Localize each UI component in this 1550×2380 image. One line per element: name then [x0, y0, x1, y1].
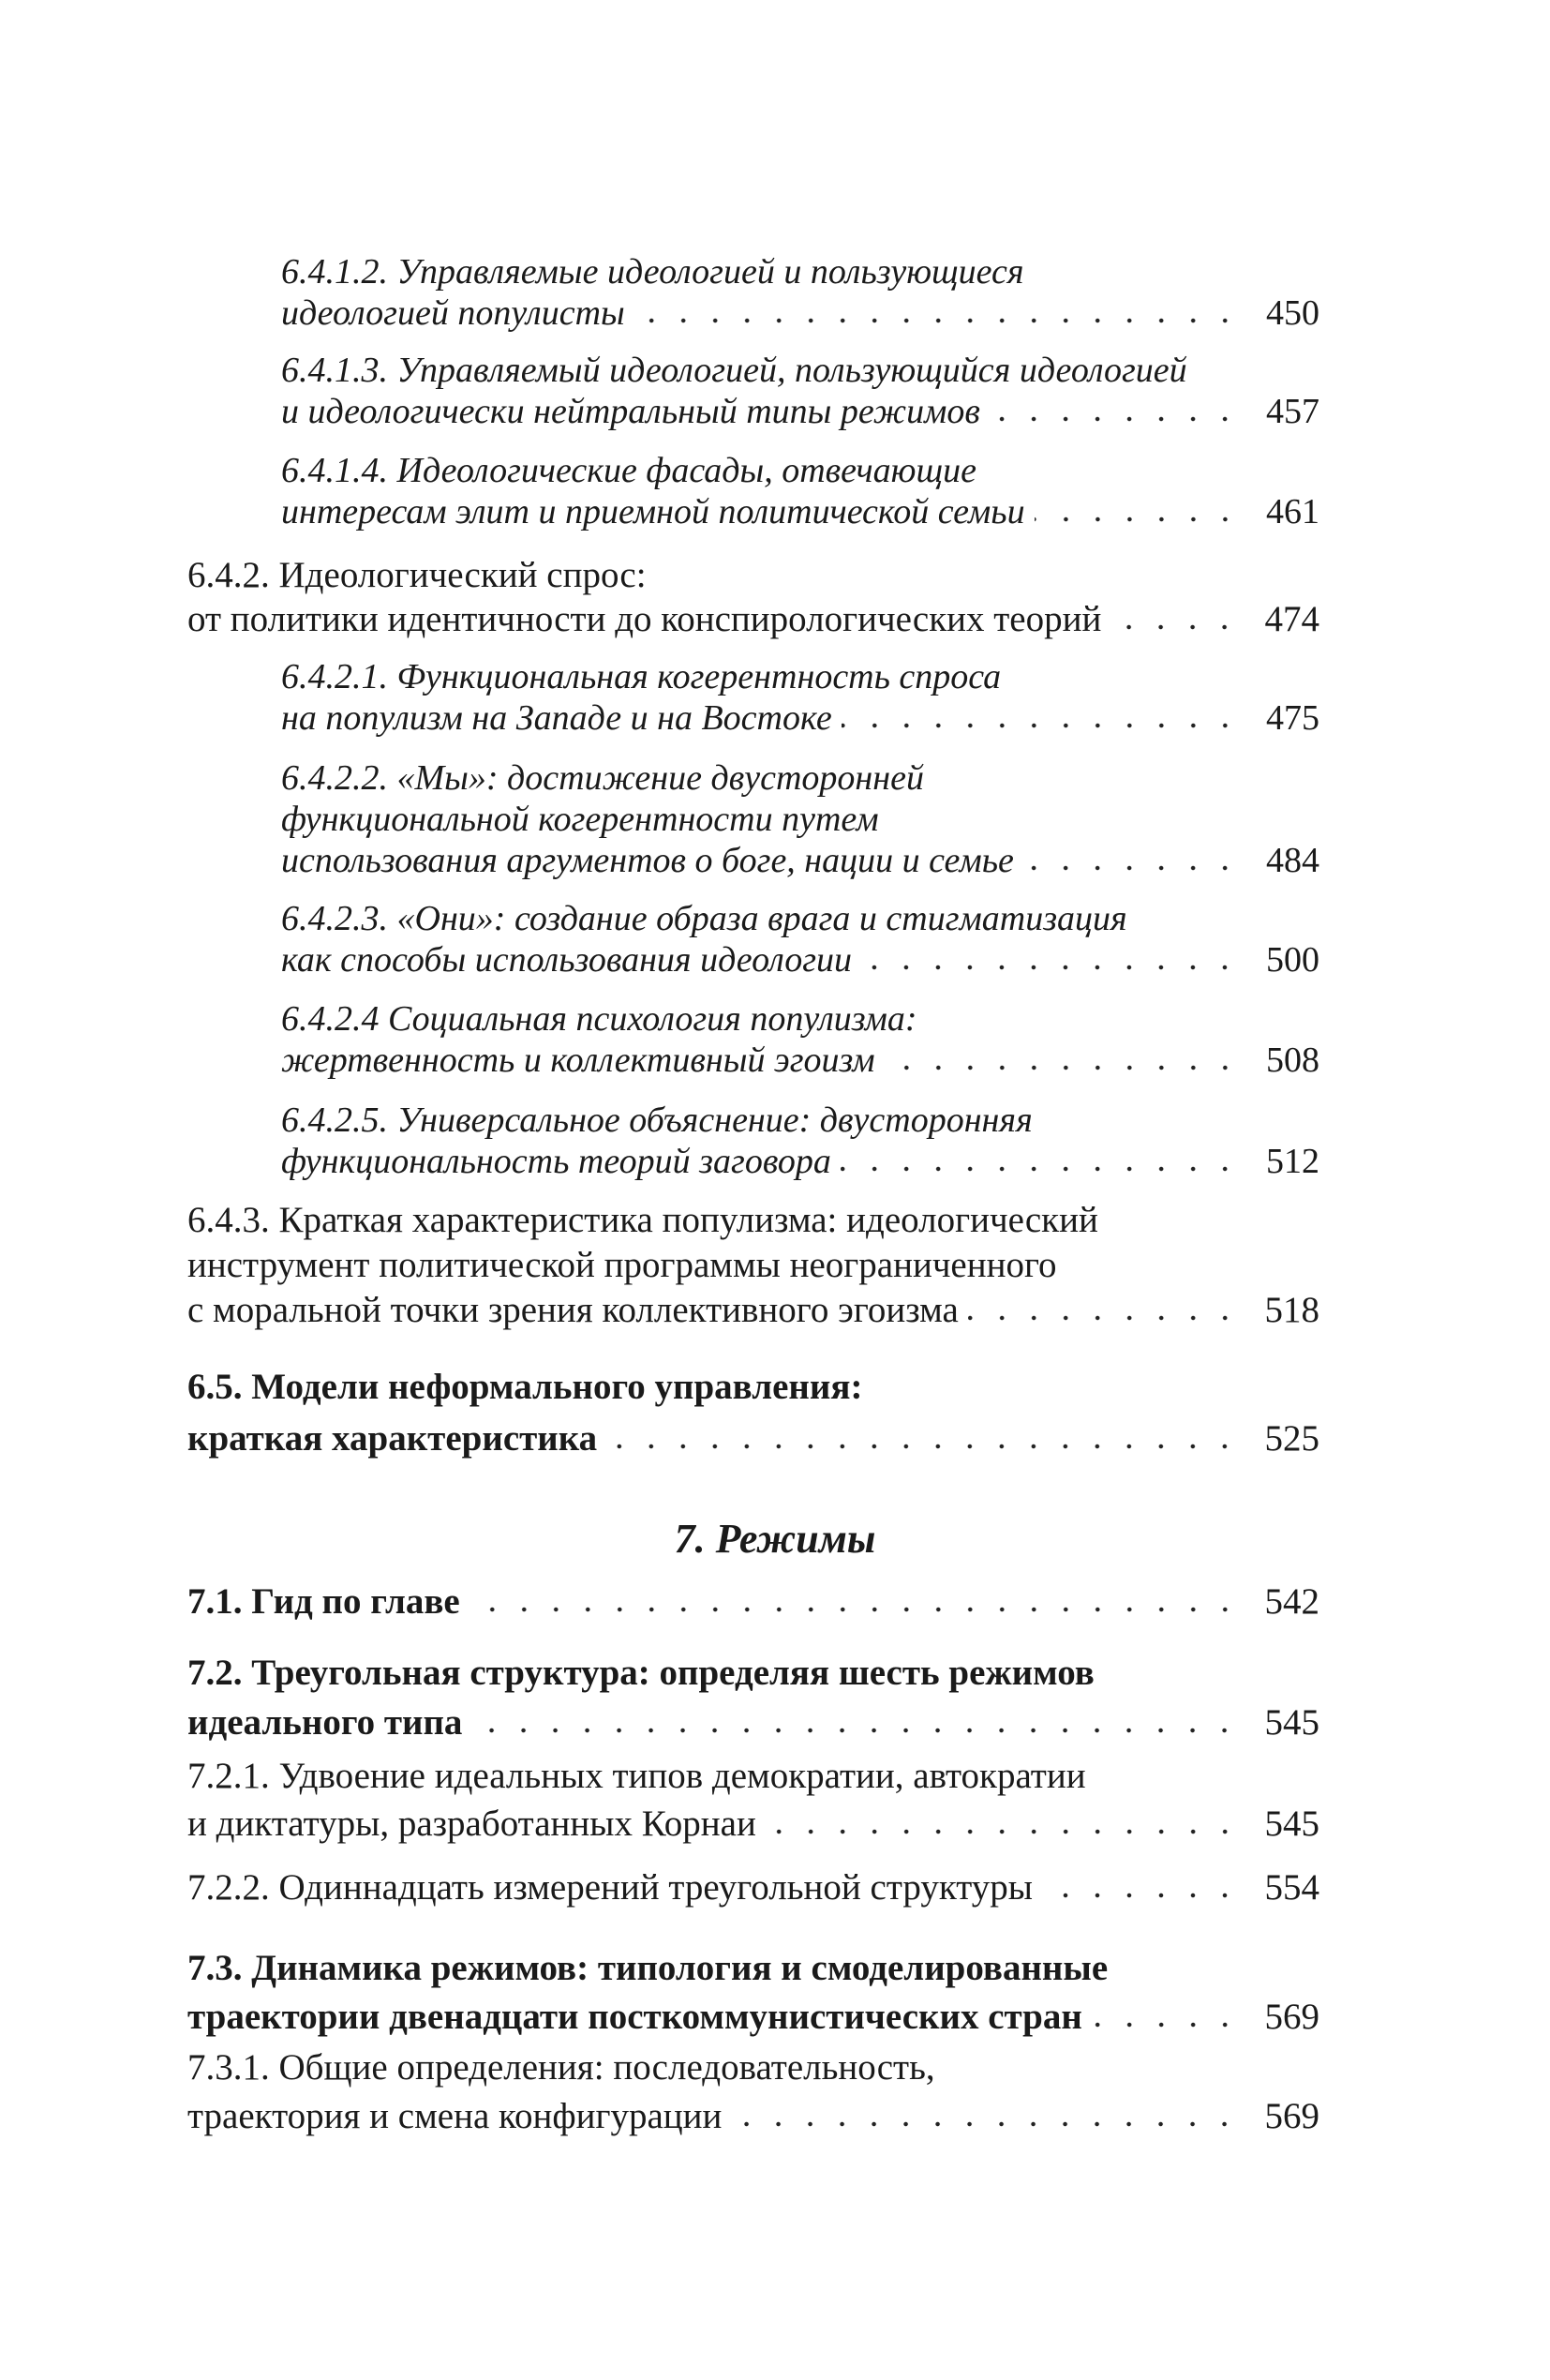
dot-leader — [1035, 516, 1241, 523]
dot-leader — [990, 415, 1241, 423]
toc-entry-title-line: функциональность теорий заговора — [281, 1142, 831, 1181]
page-number: 554 — [1264, 1867, 1319, 1908]
toc-entry-title-line: использования аргументов о боге, нации и семье — [281, 841, 1014, 880]
toc-entry-title-line: 6.4.2.1. Функциональная когерентность спроса — [281, 657, 1002, 696]
dot-leader — [841, 1165, 1241, 1173]
dot-leader — [1023, 864, 1241, 872]
page-number: 569 — [1264, 2096, 1319, 2136]
page-number: 525 — [1264, 1418, 1319, 1459]
page-number: 518 — [1264, 1290, 1319, 1330]
page-number: 450 — [1266, 293, 1319, 333]
toc-entry-title-line: 6.4.2.2. «Мы»: достижение двусторонней — [281, 758, 924, 798]
toc-entry-title-line: 7.2.1. Удвоение идеальных типов демократии, автократии — [187, 1756, 1086, 1796]
toc-entry-title-line: 7.1. Гид по главе — [187, 1581, 460, 1622]
toc-entry — [281, 656, 1319, 739]
toc-entry-title-line: на популизм на Западе и на Востоке — [281, 698, 832, 738]
toc-entry — [281, 898, 1319, 980]
dot-leader — [766, 1828, 1241, 1835]
toc-entry — [187, 2043, 1319, 2141]
toc-entry-title-line: и диктатуры, разработанных Корнаи — [187, 1804, 756, 1844]
dot-leader — [885, 1064, 1241, 1071]
page-number: 461 — [1266, 492, 1319, 531]
toc-entry-title-line: 7.2.2. Одиннадцать измерений треугольной структуры — [187, 1867, 1033, 1908]
toc-entry-title-line: как способы использования идеологии — [281, 940, 853, 980]
dot-leader — [1092, 2021, 1241, 2028]
toc-entry — [281, 1100, 1319, 1182]
toc-entry-title-line: 6.4.2.3. «Они»: создание образа врага и стигматизация — [281, 899, 1127, 938]
toc-entry — [281, 998, 1319, 1081]
toc-entry-title-line: интересам элит и приемной политической семьи — [281, 492, 1025, 531]
toc-entry-title-line: идеологией популисты — [281, 293, 625, 333]
toc-entry-title-line: с моральной точки зрения коллективного эгоизма — [187, 1290, 959, 1330]
toc-entry-title-line: от политики идентичности до конспирологических теорий — [187, 599, 1102, 639]
page-number: 545 — [1264, 1702, 1319, 1743]
toc-entry — [187, 1864, 1319, 1911]
toc-entry-title-line: 6.5. Модели неформального управления: — [187, 1367, 863, 1407]
toc-entry — [281, 251, 1319, 334]
dot-leader — [469, 1606, 1241, 1613]
dot-leader — [471, 1727, 1241, 1734]
toc-entry-title-line: и идеологически нейтральный типы режимов — [281, 392, 980, 431]
toc-entry-title-line: 7.2. Треугольная структура: определяя шесть режимов — [187, 1653, 1095, 1693]
dot-leader — [1042, 1892, 1241, 1899]
page-number: 569 — [1264, 1997, 1319, 2037]
toc-entry — [281, 350, 1319, 432]
dot-leader — [968, 1314, 1241, 1322]
toc-entry-title-line: 7.3. Динамика режимов: типология и смоделированные — [187, 1948, 1109, 1988]
toc-entry-title-line: краткая характеристика — [187, 1418, 598, 1459]
dot-leader — [634, 317, 1241, 324]
page-number: 508 — [1266, 1040, 1319, 1080]
toc-entry — [187, 1198, 1319, 1333]
toc-entry — [187, 1361, 1319, 1464]
page-number: 474 — [1264, 599, 1319, 639]
toc-entry-title-line: траектория и смена конфигурации — [187, 2096, 723, 2136]
dot-leader — [731, 2120, 1241, 2128]
toc-entry-title-line: 6.4.2.5. Универсальное объяснение: двусторонняя — [281, 1100, 1033, 1140]
toc-entry-title-line: идеального типа — [187, 1702, 463, 1743]
toc-entry-title-line: 6.4.2. Идеологический спрос: — [187, 555, 647, 595]
page-number: 500 — [1266, 940, 1319, 980]
toc-entry-title-line: траектории двенадцати посткоммунистических стран — [187, 1997, 1082, 2037]
toc-entry — [281, 757, 1319, 881]
dot-leader — [842, 722, 1241, 729]
toc-entry — [281, 450, 1319, 532]
toc-entry — [187, 1579, 1319, 1625]
chapter-heading: 7. Режимы — [674, 1516, 876, 1562]
toc-entry-title-line: 6.4.2.4 Социальная психология популизма: — [281, 999, 917, 1039]
toc-entry-title-line: 7.3.1. Общие определения: последовательность, — [187, 2047, 935, 2088]
page-number: 484 — [1266, 841, 1319, 880]
dot-leader — [606, 1443, 1241, 1450]
page-number: 457 — [1266, 392, 1319, 431]
toc-entry-title-line: 6.4.3. Краткая характеристика популизма: идеологический — [187, 1200, 1098, 1240]
toc-entry-title-line: инструмент политической программы неограниченного — [187, 1245, 1057, 1285]
page-number: 545 — [1264, 1804, 1319, 1844]
toc-entry-title-line: 6.4.1.4. Идеологические фасады, отвечающие — [281, 451, 977, 490]
toc-entry-title-line: 6.4.1.2. Управляемые идеологией и пользующиеся — [281, 252, 1024, 292]
toc-entry — [187, 1944, 1319, 2042]
toc-entry — [187, 1648, 1319, 1747]
toc-entry-title-line: 6.4.1.3. Управляемый идеологией, пользующийся идеологией — [281, 351, 1187, 390]
dot-leader — [1110, 623, 1241, 631]
dot-leader — [861, 964, 1241, 971]
toc-entry — [187, 553, 1319, 641]
page-number: 512 — [1266, 1142, 1319, 1181]
page-number: 475 — [1266, 698, 1319, 738]
toc-entry-title-line: функциональной когерентности путем — [281, 800, 879, 839]
page-number: 542 — [1264, 1581, 1319, 1622]
toc-entry-title-line: жертвенность и коллективный эгоизм — [281, 1040, 875, 1080]
toc-entry — [187, 1752, 1319, 1848]
